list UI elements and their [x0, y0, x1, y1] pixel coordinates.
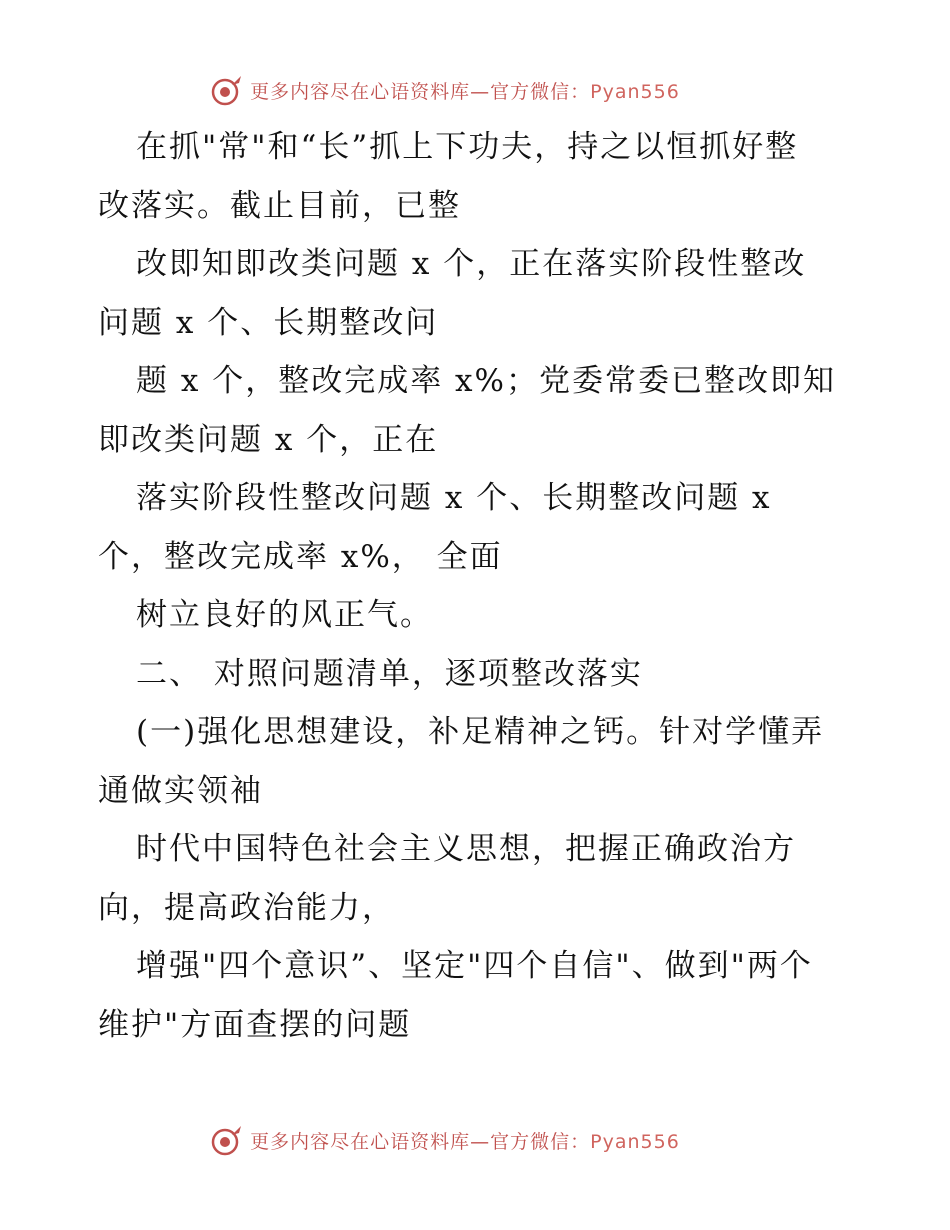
- text-line: 通做实领袖: [98, 772, 263, 809]
- document-body: [98, 118, 858, 1054]
- text-line: 个，整改完成率 x%， 全面: [98, 538, 503, 575]
- text-line: 即改类问题 x 个，正在: [98, 421, 439, 458]
- quill-logo-icon: [210, 73, 244, 107]
- text-line: 改落实。截止目前，已整: [98, 187, 461, 224]
- text-line: 在抓"常"和“长”抓上下功夫，持之以恒抓好整: [136, 129, 799, 165]
- text-line: 树立良好的风正气。: [136, 597, 433, 633]
- section-heading: 二、 对照问题清单，逐项整改落实: [136, 655, 643, 692]
- text-line: (一)强化思想建设，补足精神之钙。针对学懂弄: [136, 714, 825, 750]
- text-line: 改即知即改类问题 x 个，正在落实阶段性整改: [136, 246, 807, 282]
- header-watermark: [0, 70, 950, 110]
- text-line: 时代中国特色社会主义思想，把握正确政治方: [136, 831, 796, 867]
- watermark-text: 更多内容尽在心语资料库—官方微信：Pyan556: [250, 1130, 680, 1153]
- text-line: 问题 x 个、长期整改问: [98, 304, 439, 341]
- text-line: 落实阶段性整改问题 x 个、长期整改问题 x: [136, 480, 772, 516]
- footer-watermark: [0, 1120, 950, 1160]
- text-line: 维护"方面查摆的问题: [98, 1006, 412, 1043]
- text-line: 题 x 个，整改完成率 x%；党委常委已整改即知: [136, 363, 836, 399]
- watermark-text: 更多内容尽在心语资料库—官方微信：Pyan556: [250, 80, 680, 103]
- quill-logo-icon: [210, 1123, 244, 1157]
- text-line: 向，提高政治能力，: [98, 889, 395, 926]
- text-line: 增强"四个意识”、坚定"四个自信"、做到"两个: [136, 948, 813, 984]
